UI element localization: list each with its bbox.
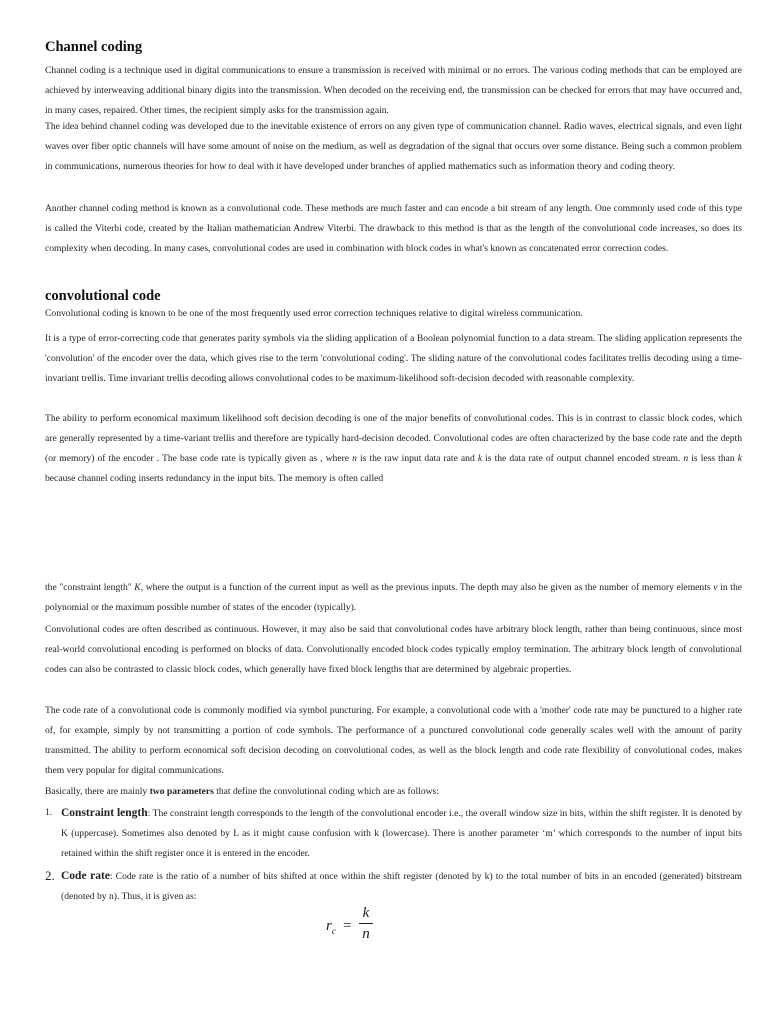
list-number: 2.	[45, 868, 55, 883]
paragraph	[45, 578, 742, 618]
parameter-list	[45, 803, 742, 907]
text-run: because channel coding inserts redundancy in the input bits. The memory is often called	[45, 473, 384, 484]
paragraph: The code rate of a convolutional code is commonly modified via symbol puncturing. For example, a convolutional code with a 'mother' code rate may be punctured to a higher rate of, for example, simply by not transmitting a portion of code symbols. The performance of a punctured convolutional code generally scales well with the amount of parity transmitted. The ability to perform economical soft decision decoding on convolutional codes, as well as the block length and code rate flexibility of convolutional codes, makes them very popular for digital communications.	[45, 705, 742, 776]
heading-channel-coding: Channel coding	[45, 39, 143, 55]
paragraph: Convolutional coding is known to be one of the most frequently used error correction techniques relative to digital wireless communication.	[45, 308, 583, 319]
text-run: the "constraint length"	[45, 582, 135, 593]
text-run: is less than	[688, 453, 738, 464]
list-number: 1.	[45, 807, 53, 818]
term-code-rate: Code rate	[61, 870, 110, 882]
list-text: : Code rate is the ratio of a number of bits shifted at once within the shift register (denoted by k) to the total number of bits in an encoded (generated) bitstream (denoted by n). Thus, it is given as:	[61, 871, 742, 902]
text-run: in the polynomial or the maximum possible number of states of the encoder (typically).	[45, 582, 743, 613]
bold-text: two parameters	[149, 786, 214, 797]
paragraph: The idea behind channel coding was developed due to the inevitable existence of errors on any given type of communication channel. Radio waves, electrical signals, and even light waves over fiber optic channels will have some amount of noise on the medium, as well as degradation of the signal that occurs over some distance. Being such a common problem in communications, numerous theories for how to deal with it have developed under branches of applied mathematics such as information theory and coding theory.	[45, 121, 742, 172]
formula-lhs	[326, 918, 336, 936]
formula-numerator: k	[362, 905, 370, 921]
formula-r: r	[326, 918, 332, 934]
symbol-k: k	[477, 453, 483, 464]
symbol-v: v	[713, 582, 718, 593]
list-item	[45, 866, 742, 907]
paragraph: It is a type of error-correcting code that generates parity symbols via the sliding application of a Boolean polynomial function to a data stream. The sliding application represents the 'convolution' of the encoder over the data, which gives rise to the term 'convolutional coding'. The sliding nature of the convolutional codes facilitates trellis decoding using a time-invariant trellis. Time invariant trellis decoding allows convolutional codes to be maximum-likelihood soft-decision decoded with reasonable complexity.	[45, 333, 742, 384]
formula-fraction	[359, 904, 373, 943]
symbol-K: K	[134, 582, 141, 593]
paragraph: Convolutional codes are often described as continuous. However, it may also be said that convolutional codes have arbitrary block length, rather than being continuous, since most real-world convolutional encoding is performed on blocks of data. Convolutionally encoded block codes typically employ termination. The arbitrary block length of convolutional codes can also be contrasted to classic block codes, which generally have fixed block lengths that are determined by algebraic properties.	[45, 624, 742, 675]
text-run: , where the output is a function of the current input as well as the previous inputs. The depth may also be given as the number of memory elements	[140, 582, 714, 593]
formula-denominator: n	[362, 926, 370, 942]
formula-equals: =	[343, 918, 352, 934]
paragraph: Another channel coding method is known as a convolutional code. These methods are much faster and can encode a bit stream of any length. One commonly used code of this type is called the Viterbi code, created by the Italian mathematician Andrew Viterbi. The drawback to this method is that as the length of the convolutional code increases, so does its complexity when decoding. In many cases, convolutional codes are used in combination with block codes in what's known as concatenated error correction codes.	[45, 203, 742, 254]
heading-convolutional-code: convolutional code	[45, 288, 161, 304]
text-run: Basically, there are mainly	[45, 786, 150, 797]
symbol-n: n	[352, 453, 357, 464]
code-rate-formula	[326, 904, 386, 948]
list-item	[45, 803, 742, 864]
paragraph	[45, 409, 742, 489]
term-constraint-length: Constraint length	[61, 807, 148, 819]
text-run: is the raw input data rate and	[356, 453, 478, 464]
symbol-k: k	[737, 453, 743, 464]
paragraph	[45, 782, 742, 802]
fraction-bar	[359, 923, 373, 924]
text-run: is the data rate of output channel encoded stream.	[482, 453, 684, 464]
formula-subscript: c	[331, 926, 336, 936]
text-run: The ability to perform economical maximum likelihood soft decision decoding is one of the major benefits of convolutional codes. This is in contrast to classic block codes, which are generally represented by a time-variant trellis and therefore are typically hard-decision decoded. Convolutional codes are often characterized by the base code rate and the depth (or memory) of the encoder . The base code rate is typically given as , where	[45, 413, 742, 464]
symbol-n: n	[683, 453, 689, 464]
paragraph: Channel coding is a technique used in digital communications to ensure a transmission is received with minimal or no errors. The various coding methods that can be employed are achieved by interweaving additional binary digits into the transmission. When decoded on the receiving end, the transmission can be checked for errors that may have occurred and, in many cases, repaired. Other times, the recipient simply asks for the transmission again.	[45, 65, 742, 116]
list-text: : The constraint length corresponds to the length of the convolutional encoder i.e., the overall window size in bits, within the shift register. It is denoted by K (uppercase). Sometimes also denoted by L as it might cause confusion with k (lowercase). There is another parameter ‘m’ which corresponds to the number of input bits retained within the shift register once it is entered in the encoder.	[61, 808, 743, 859]
text-run: that define the convolutional coding which are as follows:	[213, 786, 439, 797]
